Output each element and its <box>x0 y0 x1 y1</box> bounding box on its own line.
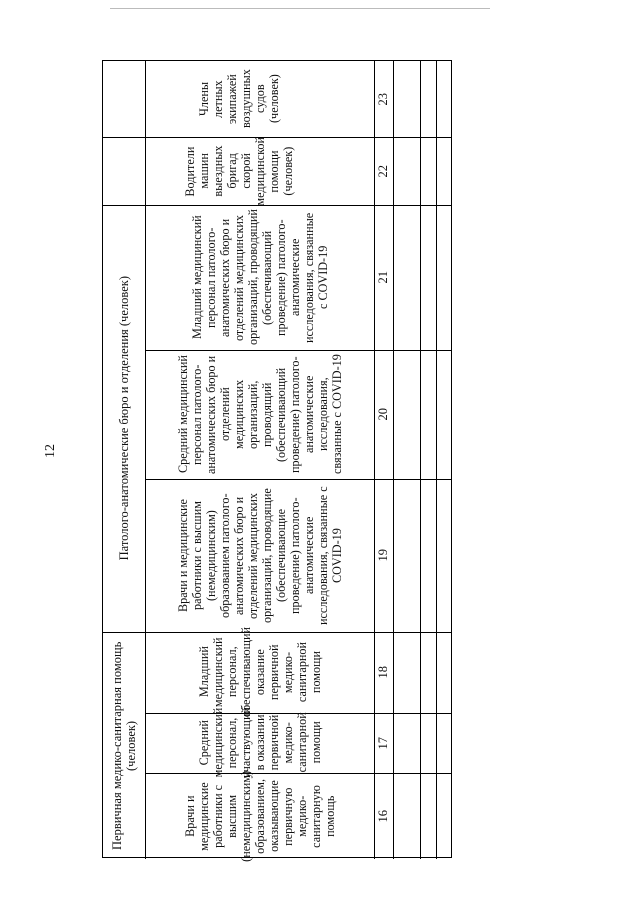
column-header-21: Младший медицинский персонал патолого-анатомических бюро и отделений медицинских организаций, проводящий (обеспечивающий проведение) патолого-анатомические исследования, связанные с COVID-19 <box>189 209 330 346</box>
column-header-20: Средний медицинский персонал патолого-анатомических бюро и отделений медицинских организаций, проводящий (обеспечивающий проведение) патолого-анатомические исследования, связанные с COVID-19 <box>175 354 344 475</box>
group-label-primary-care: Первичная медико-санитарная помощь (человек) <box>110 641 138 850</box>
column-header-22: Водители машин выездных бригад скорой медицинской помощи (человек) <box>182 136 295 206</box>
column-number-21: 21 <box>376 271 390 284</box>
column-header-19: Врачи и медицинские работники с высшим (немедицинским) образованием патолого-анатомических бюро и отделений медицинских организаций, проводящие (обеспечивающие проведение) патолого-анатомические исследования, связанные с COVID-19 <box>175 486 344 625</box>
column-number-17: 17 <box>376 736 390 750</box>
column-number-20: 20 <box>376 408 390 421</box>
divider-data-2 <box>420 61 421 859</box>
column-header-18: Младший медицинский персонал, обеспечивающий оказание первичной медико-санитарной помощи <box>196 627 323 718</box>
column-number-23: 23 <box>376 92 390 106</box>
column-header-16: Врачи и медицинские работники с высшим (немедицинским) образованием, оказывающие первичную медико-санитарную помощь <box>182 770 337 862</box>
column-number-22: 22 <box>376 164 390 178</box>
column-number-16: 16 <box>376 809 390 823</box>
scan-edge-line <box>110 8 490 9</box>
column-header-23: Члены летных экипажей воздушных судов (человек) <box>196 69 281 129</box>
column-number-18: 18 <box>376 666 390 679</box>
column-header-17: Средний медицинский персонал, участвующий в оказании первичной медико-санитарной помощи <box>196 707 323 779</box>
divider-data-3 <box>436 61 437 859</box>
column-number-19: 19 <box>376 549 390 562</box>
group-label-pathology: Патолого-анатомические бюро и отделения (человек) <box>117 276 131 561</box>
page-number: 12 <box>43 444 58 458</box>
header-table <box>102 60 452 862</box>
divider-data-1 <box>393 61 394 859</box>
